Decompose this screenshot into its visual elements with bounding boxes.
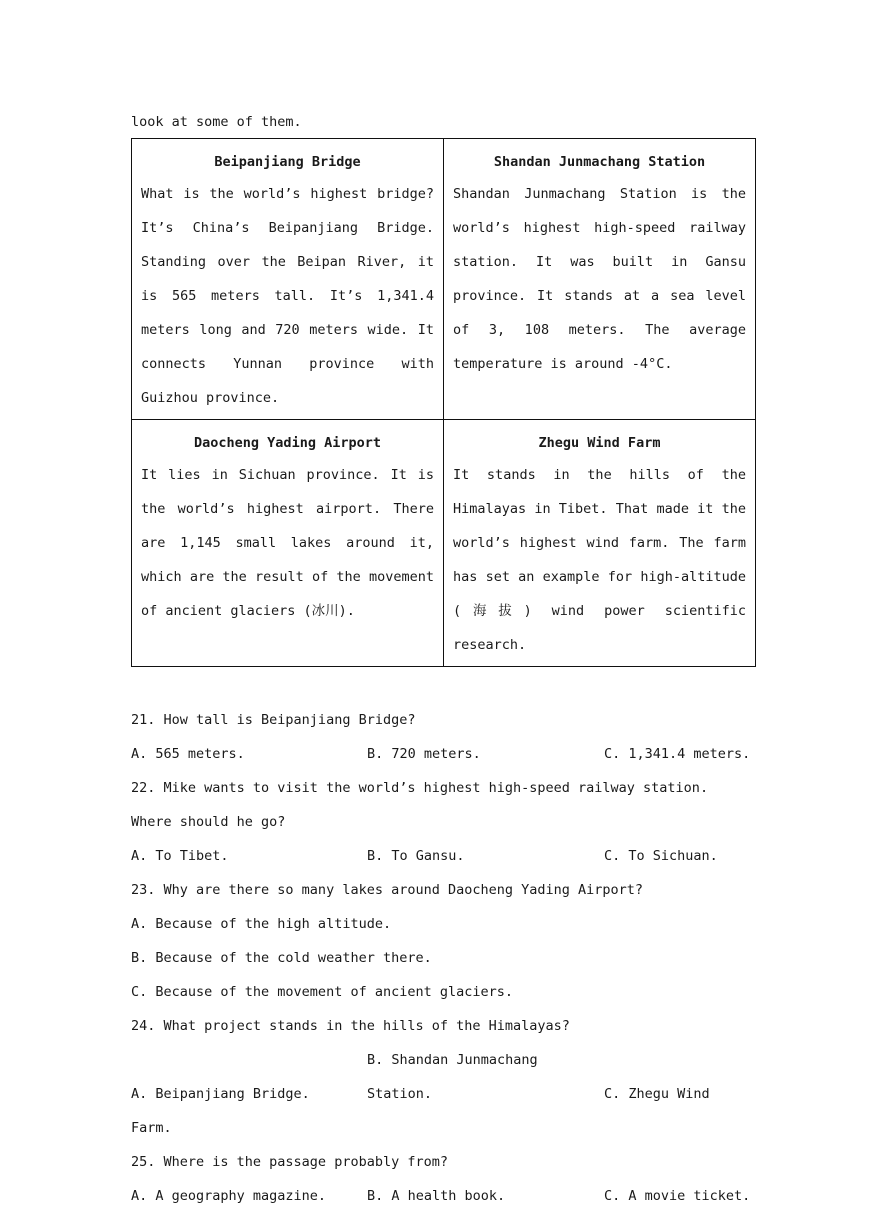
worksheet-page bbox=[131, 108, 756, 1213]
landmarks-table bbox=[131, 138, 756, 667]
cell-title: Daocheng Yading Airport bbox=[194, 435, 381, 451]
option-b: B. To Gansu. bbox=[367, 848, 465, 864]
question-24: 24. What project stands in the hills of the Himalayas? bbox=[131, 1018, 570, 1034]
option-c: C. Zhegu Wind Farm. bbox=[131, 1086, 710, 1136]
table-cell-zhegu bbox=[444, 420, 756, 667]
question-22-options bbox=[131, 839, 756, 873]
table-row bbox=[132, 420, 756, 667]
question-21: 21. How tall is Beipanjiang Bridge? bbox=[131, 712, 416, 728]
option-b: B. A health book. bbox=[367, 1188, 506, 1204]
intro-text: look at some of them. bbox=[131, 114, 302, 130]
option-b: B. Shandan Junmachang Station. bbox=[367, 1052, 538, 1102]
question-25: 25. Where is the passage probably from? bbox=[131, 1154, 448, 1170]
cell-body: It stands in the hills of the Himalayas in Tibet. That made it the world’s highest wind farm. The farm has set an example for high-altitude (海拔) wind power scientific research. bbox=[453, 467, 746, 653]
option-a: A. Because of the high altitude. bbox=[131, 916, 392, 932]
option-a: A. 565 meters. bbox=[131, 746, 245, 762]
question-24-options bbox=[131, 1043, 756, 1145]
cell-title: Beipanjiang Bridge bbox=[214, 154, 361, 170]
option-c: C. Because of the movement of ancient glaciers. bbox=[131, 984, 514, 1000]
table-cell-daocheng bbox=[132, 420, 444, 667]
option-a: A. To Tibet. bbox=[131, 848, 229, 864]
table-row bbox=[132, 139, 756, 420]
option-a: A. Beipanjiang Bridge. bbox=[131, 1086, 310, 1102]
option-c: C. A movie ticket. bbox=[604, 1188, 751, 1204]
option-c: C. To Sichuan. bbox=[604, 848, 718, 864]
questions-section bbox=[131, 703, 756, 1213]
cell-body: What is the world’s highest bridge? It’s China’s Beipanjiang Bridge. Standing over the Beipan River, it is 565 meters tall. It’s 1,341.4 meters long and 720 meters wide. It connects Yunnan province with Guizhou province. bbox=[141, 186, 434, 406]
table-cell-shandan bbox=[444, 139, 756, 420]
cell-body: It lies in Sichuan province. It is the world’s highest airport. There are 1,145 small lakes around it, which are the result of the movement of ancient glaciers (冰川). bbox=[141, 467, 434, 619]
option-b: B. Because of the cold weather there. bbox=[131, 950, 432, 966]
question-25-options bbox=[131, 1179, 756, 1213]
option-b: B. 720 meters. bbox=[367, 746, 481, 762]
question-22: 22. Mike wants to visit the world’s highest high-speed railway station. Where should he go? bbox=[131, 780, 709, 830]
table-cell-beipanjiang bbox=[132, 139, 444, 420]
cell-title: Shandan Junmachang Station bbox=[493, 154, 706, 170]
question-23: 23. Why are there so many lakes around Daocheng Yading Airport? bbox=[131, 882, 644, 898]
cell-title: Zhegu Wind Farm bbox=[538, 435, 661, 451]
option-c: C. 1,341.4 meters. bbox=[604, 746, 751, 762]
cell-body: Shandan Junmachang Station is the world’s highest high-speed railway station. It was built in Gansu province. It stands at a sea level of 3, 108 meters. The average temperature is around -4°C. bbox=[453, 186, 746, 372]
option-a: A. A geography magazine. bbox=[131, 1188, 327, 1204]
question-21-options bbox=[131, 737, 756, 771]
